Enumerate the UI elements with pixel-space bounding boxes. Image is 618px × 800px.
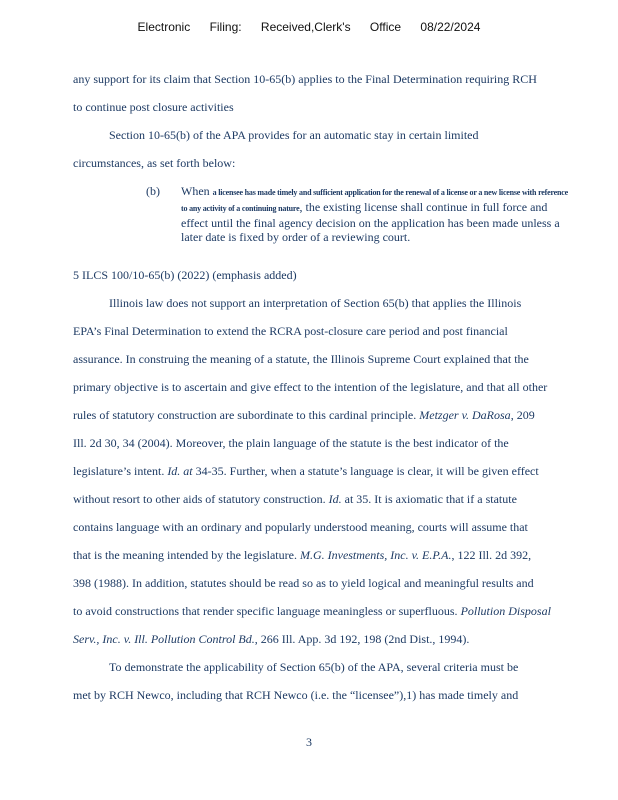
text-line: Illinois law does not support an interpretation of Section 65(b) that applies the Illinois: [109, 296, 522, 310]
block-quote-label: (b): [146, 184, 160, 198]
text-segment: , 122 Ill. 2d 392,: [451, 548, 532, 562]
id-citation: Id. at: [167, 464, 193, 478]
text-line: [73, 492, 517, 507]
text-line: To demonstrate the applicability of Section 65(b) of the APA, several criteria must be: [109, 660, 519, 674]
block-quote: [181, 184, 571, 244]
text-segment: , 209: [510, 408, 535, 422]
block-quote-condensed: a licensee has made timely and sufficient application for the renewal of a license or a new license with reference to any activity of a continuing nature: [181, 188, 568, 213]
text-segment: to avoid constructions that render specific language meaningless or superfluous.: [73, 604, 458, 618]
text-line: 5 ILCS 100/10-65(b) (2022) (emphasis added): [73, 268, 297, 282]
text-segment: that is the meaning intended by the legislature.: [73, 548, 297, 562]
id-citation: Id.: [328, 492, 342, 506]
case-citation: Pollution Disposal: [460, 604, 551, 618]
text-line: contains language with an ordinary and popularly understood meaning, courts will assume that: [73, 520, 528, 534]
text-line: Section 10-65(b) of the APA provides for an automatic stay in certain limited: [109, 128, 479, 142]
text-segment: at 35. It is axiomatic that if a statute: [344, 492, 517, 506]
text-segment: rules of statutory construction are subordinate to this cardinal principle.: [73, 408, 417, 422]
block-quote-tail: , the existing license shall continue in full force and effect until the final agency decision on the application has been made unless a later date is fixed by order of a reviewing court.: [181, 200, 560, 244]
text-line: [73, 632, 469, 647]
text-segment: without resort to other aids of statutory construction.: [73, 492, 326, 506]
case-citation: Serv., Inc. v. Ill. Pollution Control Bd.: [73, 632, 255, 646]
text-line: circumstances, as set forth below:: [73, 156, 236, 170]
text-line: Ill. 2d 30, 34 (2004). Moreover, the plain language of the statute is the best indicator of the: [73, 436, 509, 450]
text-line: [73, 548, 531, 563]
text-line: to continue post closure activities: [73, 100, 234, 114]
filing-header: [0, 20, 618, 34]
text-line: [73, 604, 551, 619]
text-line: primary objective is to ascertain and give effect to the intention of the legislature, and that all other: [73, 380, 548, 394]
header-date: 08/22/2024: [420, 20, 481, 34]
page-number: 3: [306, 735, 312, 749]
header-received: Received,Clerk's: [260, 20, 351, 34]
case-citation: Metzger v. DaRosa: [419, 408, 511, 422]
text-segment: 34-35. Further, when a statute’s language is clear, it will be given effect: [195, 464, 539, 478]
block-quote-when: When: [181, 184, 210, 198]
header-office: Office: [369, 20, 402, 34]
header-filing: Filing:: [209, 20, 242, 34]
text-line: assurance. In construing the meaning of a statute, the Illinois Supreme Court explained that the: [73, 352, 529, 366]
header-electronic: Electronic: [137, 20, 191, 34]
text-line: any support for its claim that Section 10-65(b) applies to the Final Determination requiring RCH: [73, 72, 537, 86]
case-citation: M.G. Investments, Inc. v. E.P.A.: [299, 548, 452, 562]
text-line: EPA’s Final Determination to extend the RCRA post-closure care period and post financial: [73, 324, 508, 338]
text-line: 398 (1988). In addition, statutes should be read so as to yield logical and meaningful results and: [73, 576, 534, 590]
text-line: [73, 408, 535, 423]
text-line: met by RCH Newco, including that RCH Newco (i.e. the “licensee”),1) has made timely and: [73, 688, 519, 702]
text-segment: legislature’s intent.: [73, 464, 165, 478]
text-segment: , 266 Ill. App. 3d 192, 198 (2nd Dist., 1994).: [254, 632, 470, 646]
text-line: [73, 464, 539, 479]
